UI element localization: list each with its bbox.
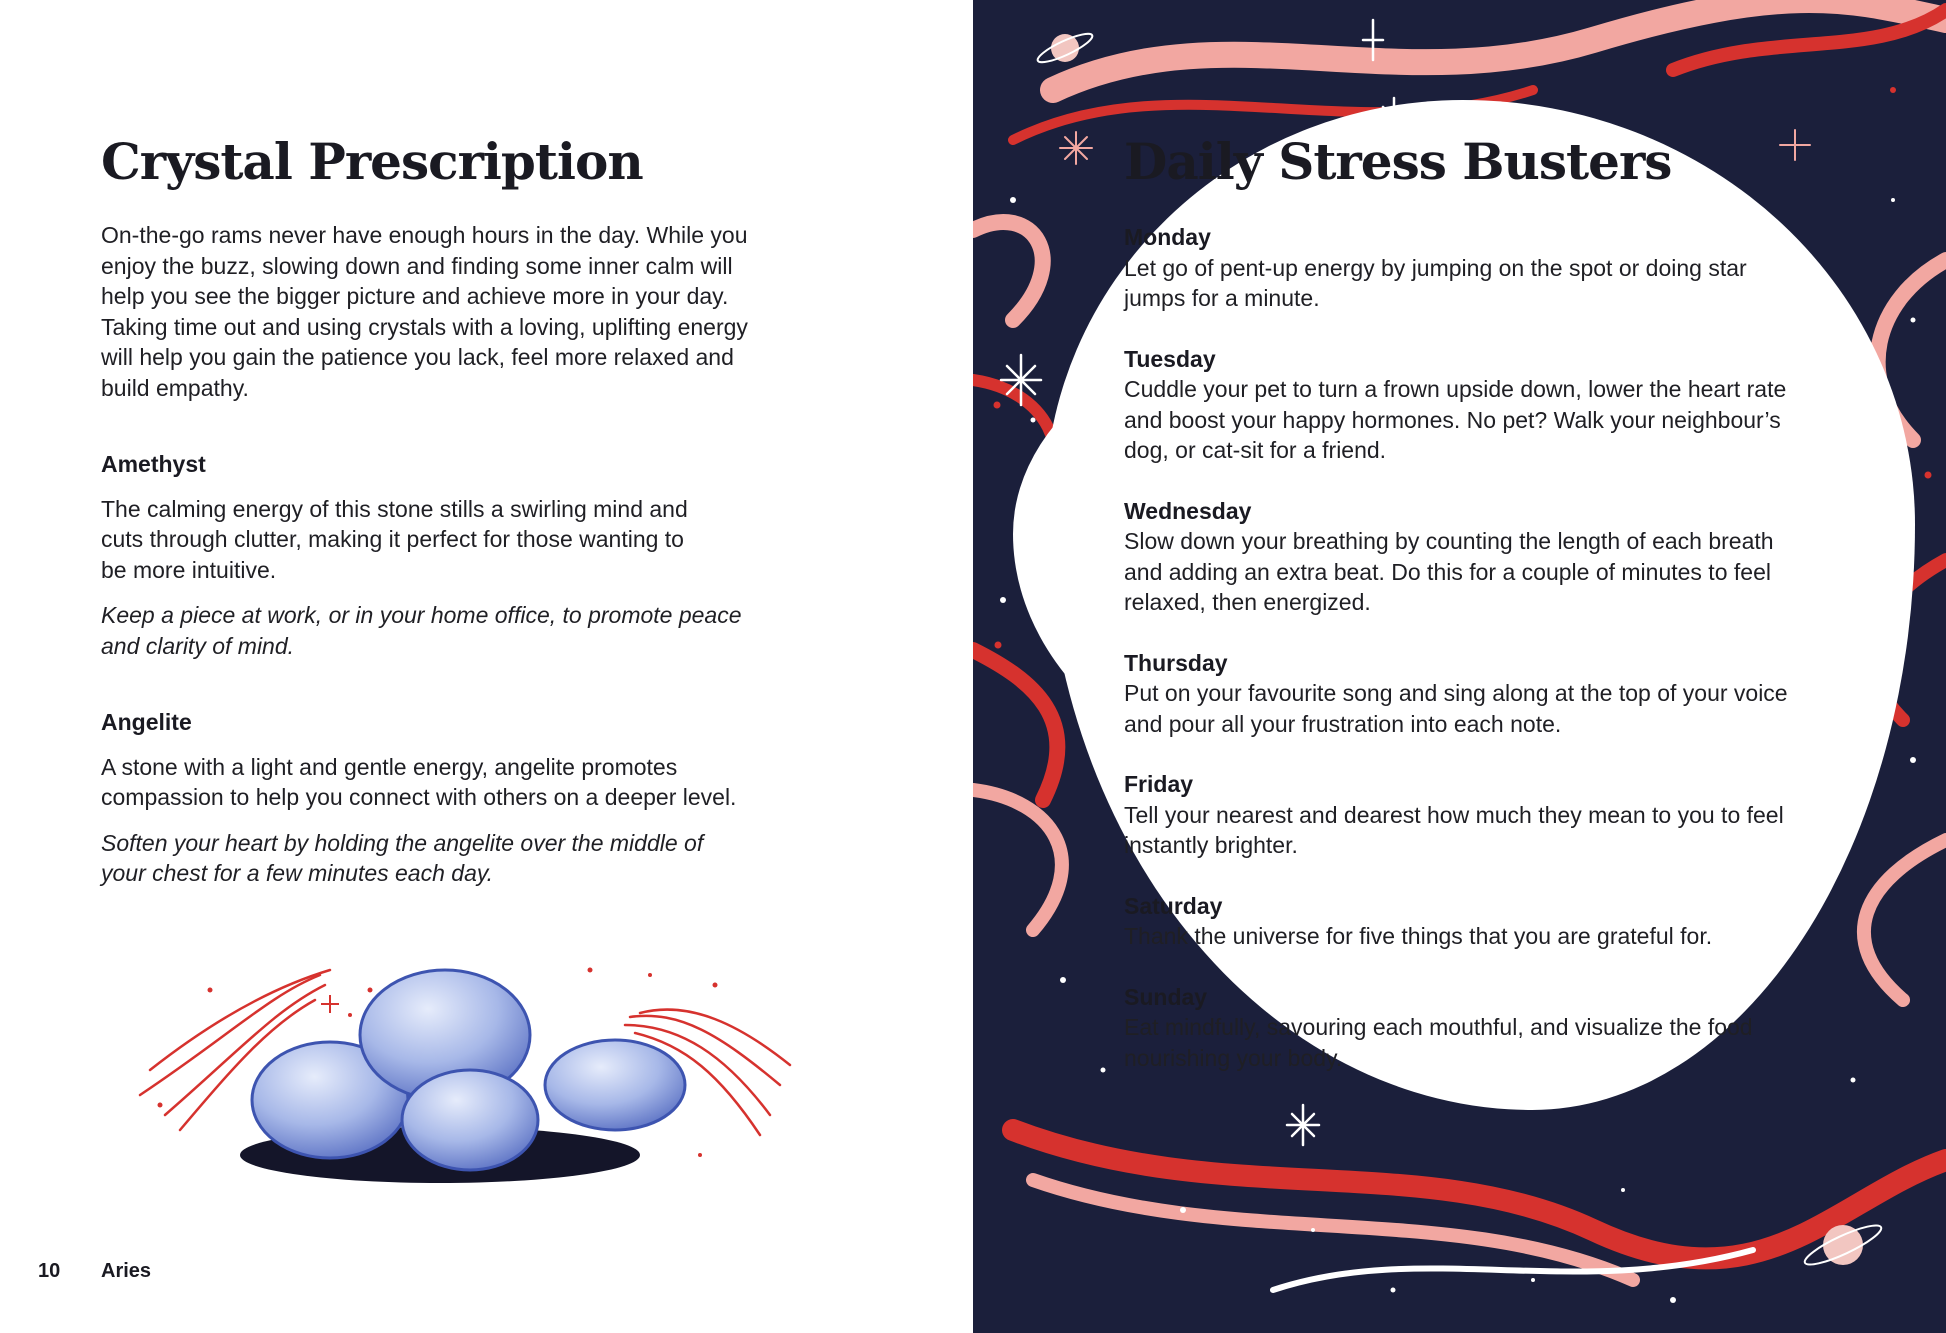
- day-heading: Friday: [1124, 771, 1194, 797]
- stone-right: [545, 1040, 685, 1130]
- angelite-tip: Soften your heart by holding the angelite over the middle of your chest for a few minutes each day.: [101, 829, 704, 886]
- day-heading: Saturday: [1124, 892, 1223, 919]
- page-number: 10: [38, 1260, 61, 1282]
- right-page: [973, 0, 1946, 1333]
- day-heading: Wednesday: [1124, 497, 1252, 524]
- crystals-illustration: [120, 955, 800, 1195]
- angelite-heading: Angelite: [101, 709, 192, 735]
- sparkle-cross-icon: [321, 995, 339, 1013]
- day-text: Let go of pent-up energy by jumping on the spot or doing star jumps for a minute.: [1124, 254, 1747, 311]
- day-entry-monday: [1124, 222, 1864, 314]
- intro-paragraph: On-the-go rams never have enough hours in the day. While you enjoy the buzz, slowing down and finding some inner calm will help you see the bigger picture and achieve more in your day. Taking time out and using crystals with a loving, uplifting energy will help you gain the patience you lack, feel more relaxed and build empathy.: [101, 222, 748, 401]
- day-entry-thursday: [1124, 648, 1864, 740]
- stress-busters-list: [1124, 222, 1864, 1103]
- day-heading: Tuesday: [1124, 345, 1216, 372]
- day-text: Thank the universe for five things that you are grateful for.: [1124, 923, 1713, 949]
- amethyst-heading: Amethyst: [101, 451, 206, 477]
- stone-middle: [402, 1070, 538, 1170]
- day-entry-tuesday: [1124, 344, 1864, 466]
- day-heading: Monday: [1124, 224, 1211, 250]
- left-content: [101, 220, 791, 889]
- day-text: Put on your favourite song and sing along at the top of your voice and pour all your frustration into each note.: [1124, 680, 1788, 737]
- amethyst-description: The calming energy of this stone stills a swirling mind and cuts through clutter, making it perfect for those wanting to be more intuitive.: [101, 495, 688, 583]
- day-text: Eat mindfully, savouring each mouthful, and visualize the food nourishing your body.: [1124, 1014, 1753, 1071]
- day-text: Tell your nearest and dearest how much they mean to you to feel instantly brighter.: [1124, 801, 1784, 858]
- amethyst-tip: Keep a piece at work, or in your home office, to promote peace and clarity of mind.: [101, 602, 742, 659]
- day-text: Slow down your breathing by counting the length of each breath and adding an extra beat. Do this for a couple of minutes to feel relaxed, then energized.: [1124, 528, 1774, 615]
- day-entry-wednesday: [1124, 496, 1864, 618]
- sparkle-pink-icon: [1060, 132, 1092, 164]
- crystal-prescription-title: Crystal Prescription: [101, 132, 643, 191]
- angelite-description: A stone with a light and gentle energy, angelite promotes compassion to help you connect with others on a deeper level.: [101, 753, 737, 810]
- daily-stress-busters-title: Daily Stress Busters: [1124, 132, 1672, 191]
- day-text: Cuddle your pet to turn a frown upside down, lower the heart rate and boost your happy hormones. No pet? Walk your neighbour’s dog, or cat-sit for a friend.: [1124, 376, 1787, 463]
- section-name: Aries: [101, 1260, 152, 1282]
- day-entry-saturday: [1124, 891, 1864, 952]
- day-entry-friday: [1124, 769, 1864, 861]
- day-heading: Sunday: [1124, 983, 1208, 1010]
- day-entry-sunday: [1124, 982, 1864, 1074]
- day-heading: Thursday: [1124, 649, 1228, 676]
